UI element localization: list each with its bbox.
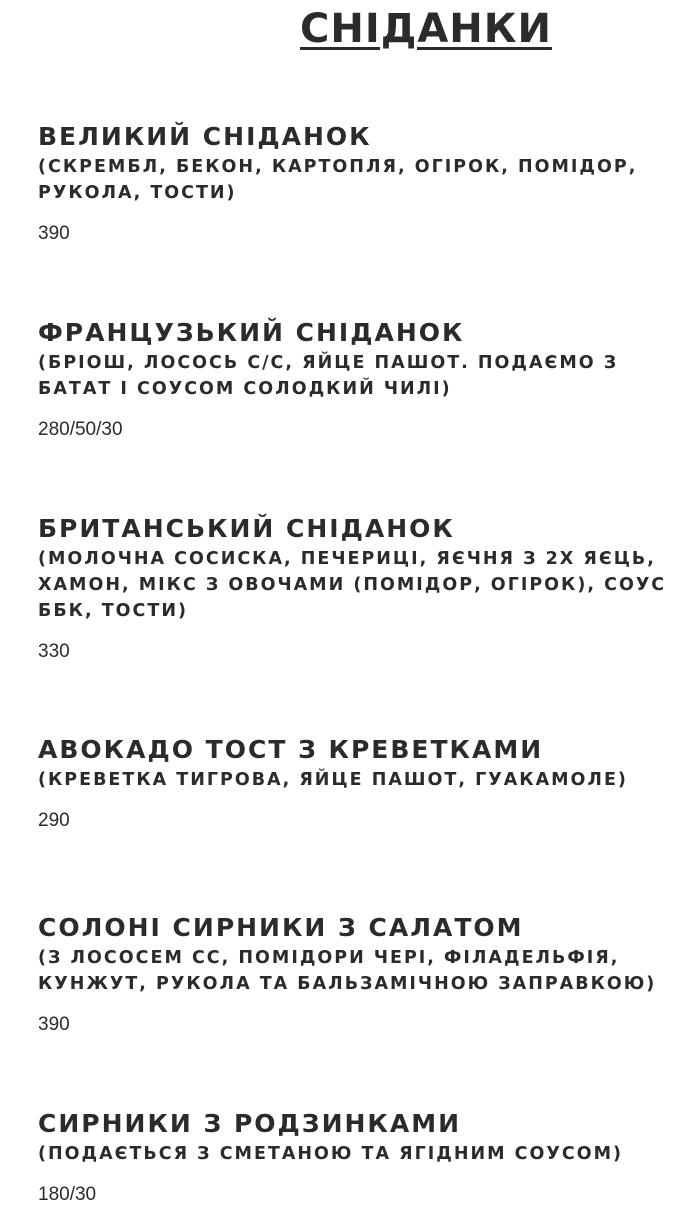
menu-item-name: СИРНИКИ З РОДЗИНКАМИ [38, 1109, 461, 1138]
menu-item-description: (МОЛОЧНА СОСИСКА, ПЕЧЕРИЦІ, ЯЄЧНЯ З 2Х ЯЄЦЬ, ХАМОН, МІКС З ОВОЧАМИ (ПОМІДОР, ОГІРОК), СОУС ББК, ТОСТИ) [38, 549, 667, 621]
menu-item-french-breakfast [38, 318, 678, 442]
menu-item-description: (СКРЕМБЛ, БЕКОН, КАРТОПЛЯ, ОГІРОК, ПОМІДОР, РУКОЛА, ТОСТИ) [38, 157, 638, 203]
menu-item-name: АВОКАДО ТОСТ З КРЕВЕТКАМИ [38, 735, 544, 764]
menu-item-name: БРИТАНСЬКИЙ СНІДАНОК [38, 514, 455, 543]
menu-item-price: 390 [38, 223, 70, 244]
menu-item-british-breakfast [38, 514, 678, 664]
menu-item-description: (КРЕВЕТКА ТИГРОВА, ЯЙЦЕ ПАШОТ, ГУАКАМОЛЕ) [38, 770, 628, 790]
menu-item-price: 290 [38, 810, 70, 831]
menu-item-name: СОЛОНІ СИРНИКИ З САЛАТОМ [38, 913, 524, 942]
menu-item-price: 280/50/30 [38, 419, 123, 440]
menu-item-description: (БРІОШ, ЛОСОСЬ С/С, ЯЙЦЕ ПАШОТ. ПОДАЄМО З БАТАТ І СОУСОМ СОЛОДКИЙ ЧИЛІ) [38, 353, 619, 399]
menu-item-price: 390 [38, 1014, 70, 1035]
menu-item-avocado-toast [38, 735, 678, 833]
menu-item-price: 330 [38, 641, 70, 662]
menu-item-big-breakfast [38, 122, 678, 246]
menu-item-raisin-syrnyky [38, 1109, 678, 1207]
menu-item-salty-syrnyky [38, 913, 678, 1037]
menu-item-description: (З ЛОСОСЕМ СС, ПОМІДОРИ ЧЕРІ, ФІЛАДЕЛЬФІЯ, КУНЖУТ, РУКОЛА ТА БАЛЬЗАМІЧНОЮ ЗАПРАВКОЮ) [38, 948, 657, 994]
menu-item-price: 180/30 [38, 1184, 97, 1205]
menu-item-name: ФРАНЦУЗЬКИЙ СНІДАНОК [38, 318, 465, 347]
page-title: СНІДАНКИ [300, 6, 552, 52]
menu-item-description: (ПОДАЄТЬСЯ З СМЕТАНОЮ ТА ЯГІДНИМ СОУСОМ) [38, 1144, 623, 1164]
menu-item-name: ВЕЛИКИЙ СНІДАНОК [38, 122, 372, 151]
